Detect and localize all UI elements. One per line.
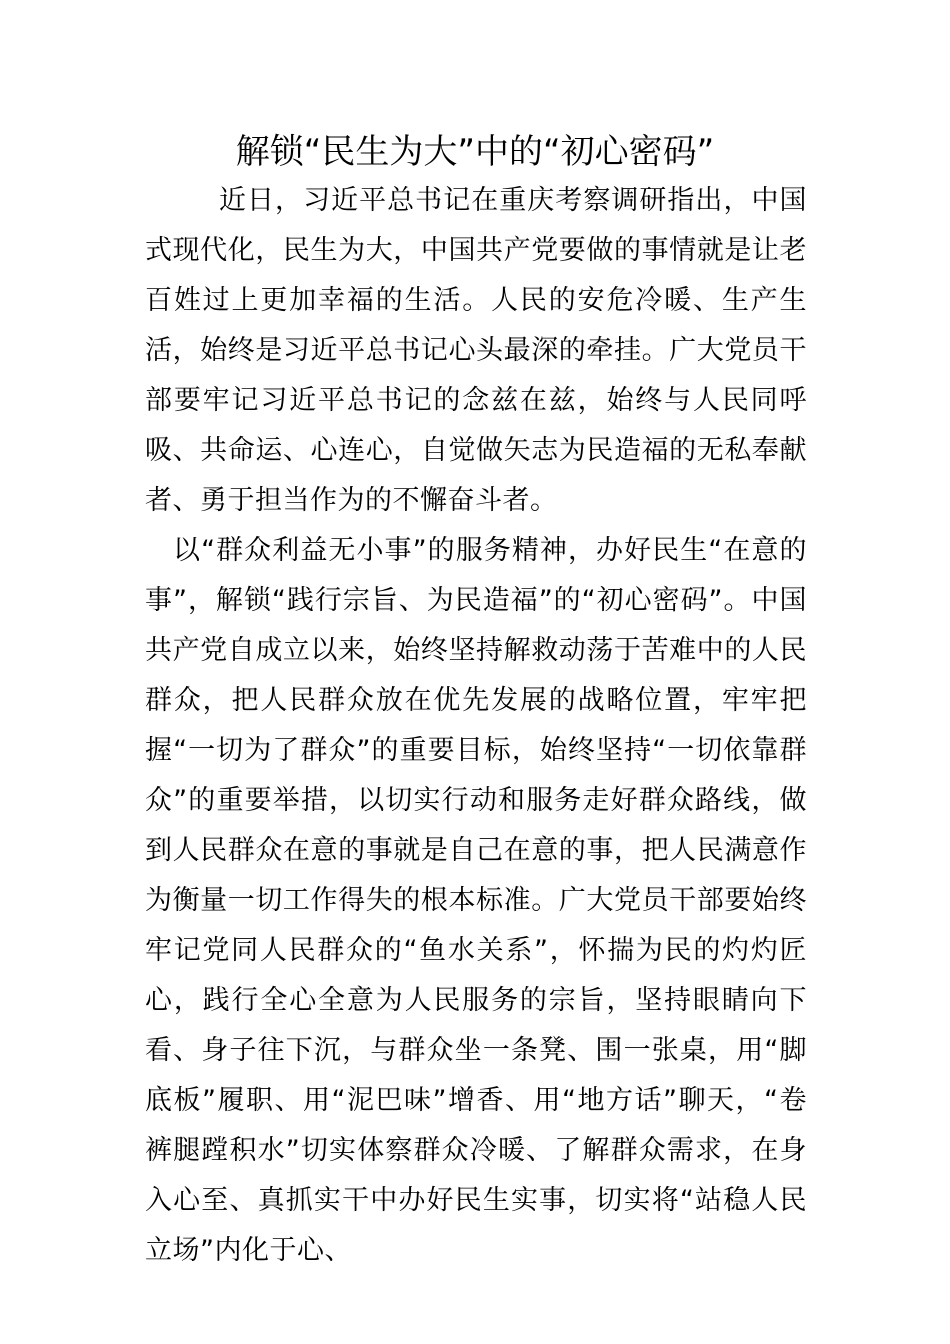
document-body (145, 176, 807, 1276)
paragraph-2: 以“群众利益无小事”的服务精神，办好民生“在意的事”，解锁“践行宗旨、为民造福”的“初心密码”。中国共产党自成立以来，始终坚持解救动荡于苦难中的人民群众，把人民群众放在优先发展的战略位置，牢牢把握“一切为了群众”的重要目标，始终坚持“一切依靠群众”的重要举措，以切实行动和服务走好群众路线，做到人民群众在意的事就是自己在意的事，把人民满意作为衡量一切工作得失的根本标准。广大党员干部要始终牢记党同人民群众的“鱼水关系”，怀揣为民的灼灼匠心，践行全心全意为人民服务的宗旨，坚持眼睛向下看、身子往下沉，与群众坐一条凳、围一张桌，用“脚底板”履职、用“泥巴味”增香、用“地方话”聊天，“卷裤腿蹚积水”切实体察群众冷暖、了解群众需求，在身入心至、真抓实干中办好民生实事，切实将“站稳人民立场”内化于心、 (145, 535, 807, 1266)
document-title: 解锁“民生为大”中的“初心密码” (235, 132, 715, 172)
paragraph-1: 近日，习近平总书记在重庆考察调研指出，中国式现代化，民生为大，中国共产党要做的事情就是让老百姓过上更加幸福的生活。人民的安危冷暖、生产生活，始终是习近平总书记心头最深的牵挂。广大党员干部要牢记习近平总书记的念兹在兹，始终与人民同呼吸、共命运、心连心，自觉做矢志为民造福的无私奉献者、勇于担当作为的不懈奋斗者。 (145, 185, 807, 516)
